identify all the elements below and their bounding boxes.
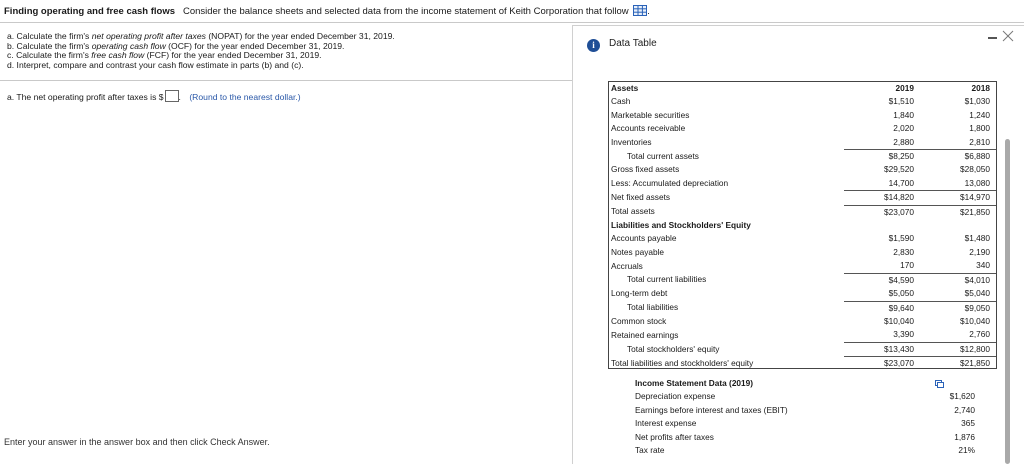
table-row: Total liabilities and stockholders' equity $23,070 $21,850 xyxy=(611,357,990,369)
balance-sheet-table xyxy=(608,81,997,369)
table-row: Net fixed assets $14,820 $14,970 xyxy=(609,191,996,205)
table-row: Gross fixed assets $29,520 $28,050 xyxy=(611,164,990,175)
col-2019: 2019 xyxy=(895,83,914,93)
table-row: Less: Accumulated depreciation 14,700 13,080 xyxy=(609,177,996,191)
table-row: Earnings before interest and taxes (EBIT) 2,740 xyxy=(635,404,975,415)
dialog-header xyxy=(587,38,657,52)
table-row: Accounts receivable 2,020 1,800 xyxy=(611,123,990,134)
income-statement-title: Income Statement Data (2019) xyxy=(635,378,754,388)
table-row: Cash $1,510 $1,030 xyxy=(611,96,990,107)
question-title: Finding operating and free cash flows xyxy=(4,6,176,17)
answer-prompt: a. The net operating profit after taxes is $ xyxy=(7,92,164,102)
table-row: Accounts payable $1,590 $1,480 xyxy=(611,233,990,244)
col-2018: 2018 xyxy=(971,83,990,93)
table-row: Total stockholders' equity $13,430 $12,800 xyxy=(609,342,996,356)
table-row: Accruals 170 340 xyxy=(609,259,996,273)
table-row: Marketable securities 1,840 1,240 xyxy=(611,109,990,120)
header-period: . xyxy=(647,6,650,17)
question-header xyxy=(4,5,650,17)
footer-instruction: Enter your answer in the answer box and then click Check Answer. xyxy=(4,437,270,447)
table-row: Notes payable 2,830 2,190 xyxy=(611,246,990,257)
dialog-scrollbar[interactable] xyxy=(1005,139,1010,464)
table-row: Common stock $10,040 $10,040 xyxy=(611,315,990,326)
instruction-d: d. Interpret, compare and contrast your cash flow estimate in parts (b) and (c). xyxy=(7,60,304,71)
answer-period: . xyxy=(178,92,181,102)
instruction-a: a. Calculate the firm's net operating profit after taxes (NOPAT) for the year ended December 31, 2019. xyxy=(7,31,395,41)
table-row: Total current assets $8,250 $6,880 xyxy=(627,150,990,162)
answer-row xyxy=(7,90,301,102)
table-row: Tax rate 21% xyxy=(635,445,975,456)
info-icon: i xyxy=(587,39,600,52)
income-statement-title-row xyxy=(635,377,977,390)
table-row: Total current liabilities $4,590 $4,010 xyxy=(627,274,990,285)
table-row: Interest expense 365 xyxy=(635,418,975,429)
question-intro: Consider the balance sheets and selected data from the income statement of Keith Corporation that follow xyxy=(182,6,629,17)
table-row: Liabilities and Stockholders' Equity xyxy=(611,220,751,231)
dialog-title: Data Table xyxy=(609,38,657,49)
instruction-c: c. Calculate the firm's free cash flow (FCF) for the year ended December 31, 2019. xyxy=(7,50,322,61)
answer-hint: (Round to the nearest dollar.) xyxy=(189,92,301,102)
answer-input[interactable] xyxy=(165,90,179,102)
close-icon[interactable] xyxy=(1001,29,1015,43)
table-row: Depreciation expense $1,620 xyxy=(635,391,975,402)
table-row: Total assets $23,070 $21,850 xyxy=(611,206,990,217)
table-row: Long-term debt $5,050 $5,040 xyxy=(609,287,996,301)
data-table-icon[interactable] xyxy=(633,5,647,16)
table-row: Retained earnings 3,390 2,760 xyxy=(609,328,996,342)
minimize-button[interactable] xyxy=(988,37,997,39)
instructions-divider xyxy=(0,80,572,81)
income-statement-table xyxy=(635,377,977,457)
balance-sheet-header xyxy=(609,82,996,95)
instruction-b: b. Calculate the firm's operating cash flow (OCF) for the year ended December 31, 2019. xyxy=(7,40,345,51)
header-divider xyxy=(0,22,1024,23)
data-table-dialog xyxy=(572,25,1024,464)
table-row: Inventories 2,880 2,810 xyxy=(609,136,996,150)
col-assets: Assets xyxy=(611,83,639,93)
question-instructions xyxy=(7,32,395,71)
table-row: Total liabilities $9,640 $9,050 xyxy=(627,302,990,313)
table-row: Net profits after taxes 1,876 xyxy=(635,431,975,442)
